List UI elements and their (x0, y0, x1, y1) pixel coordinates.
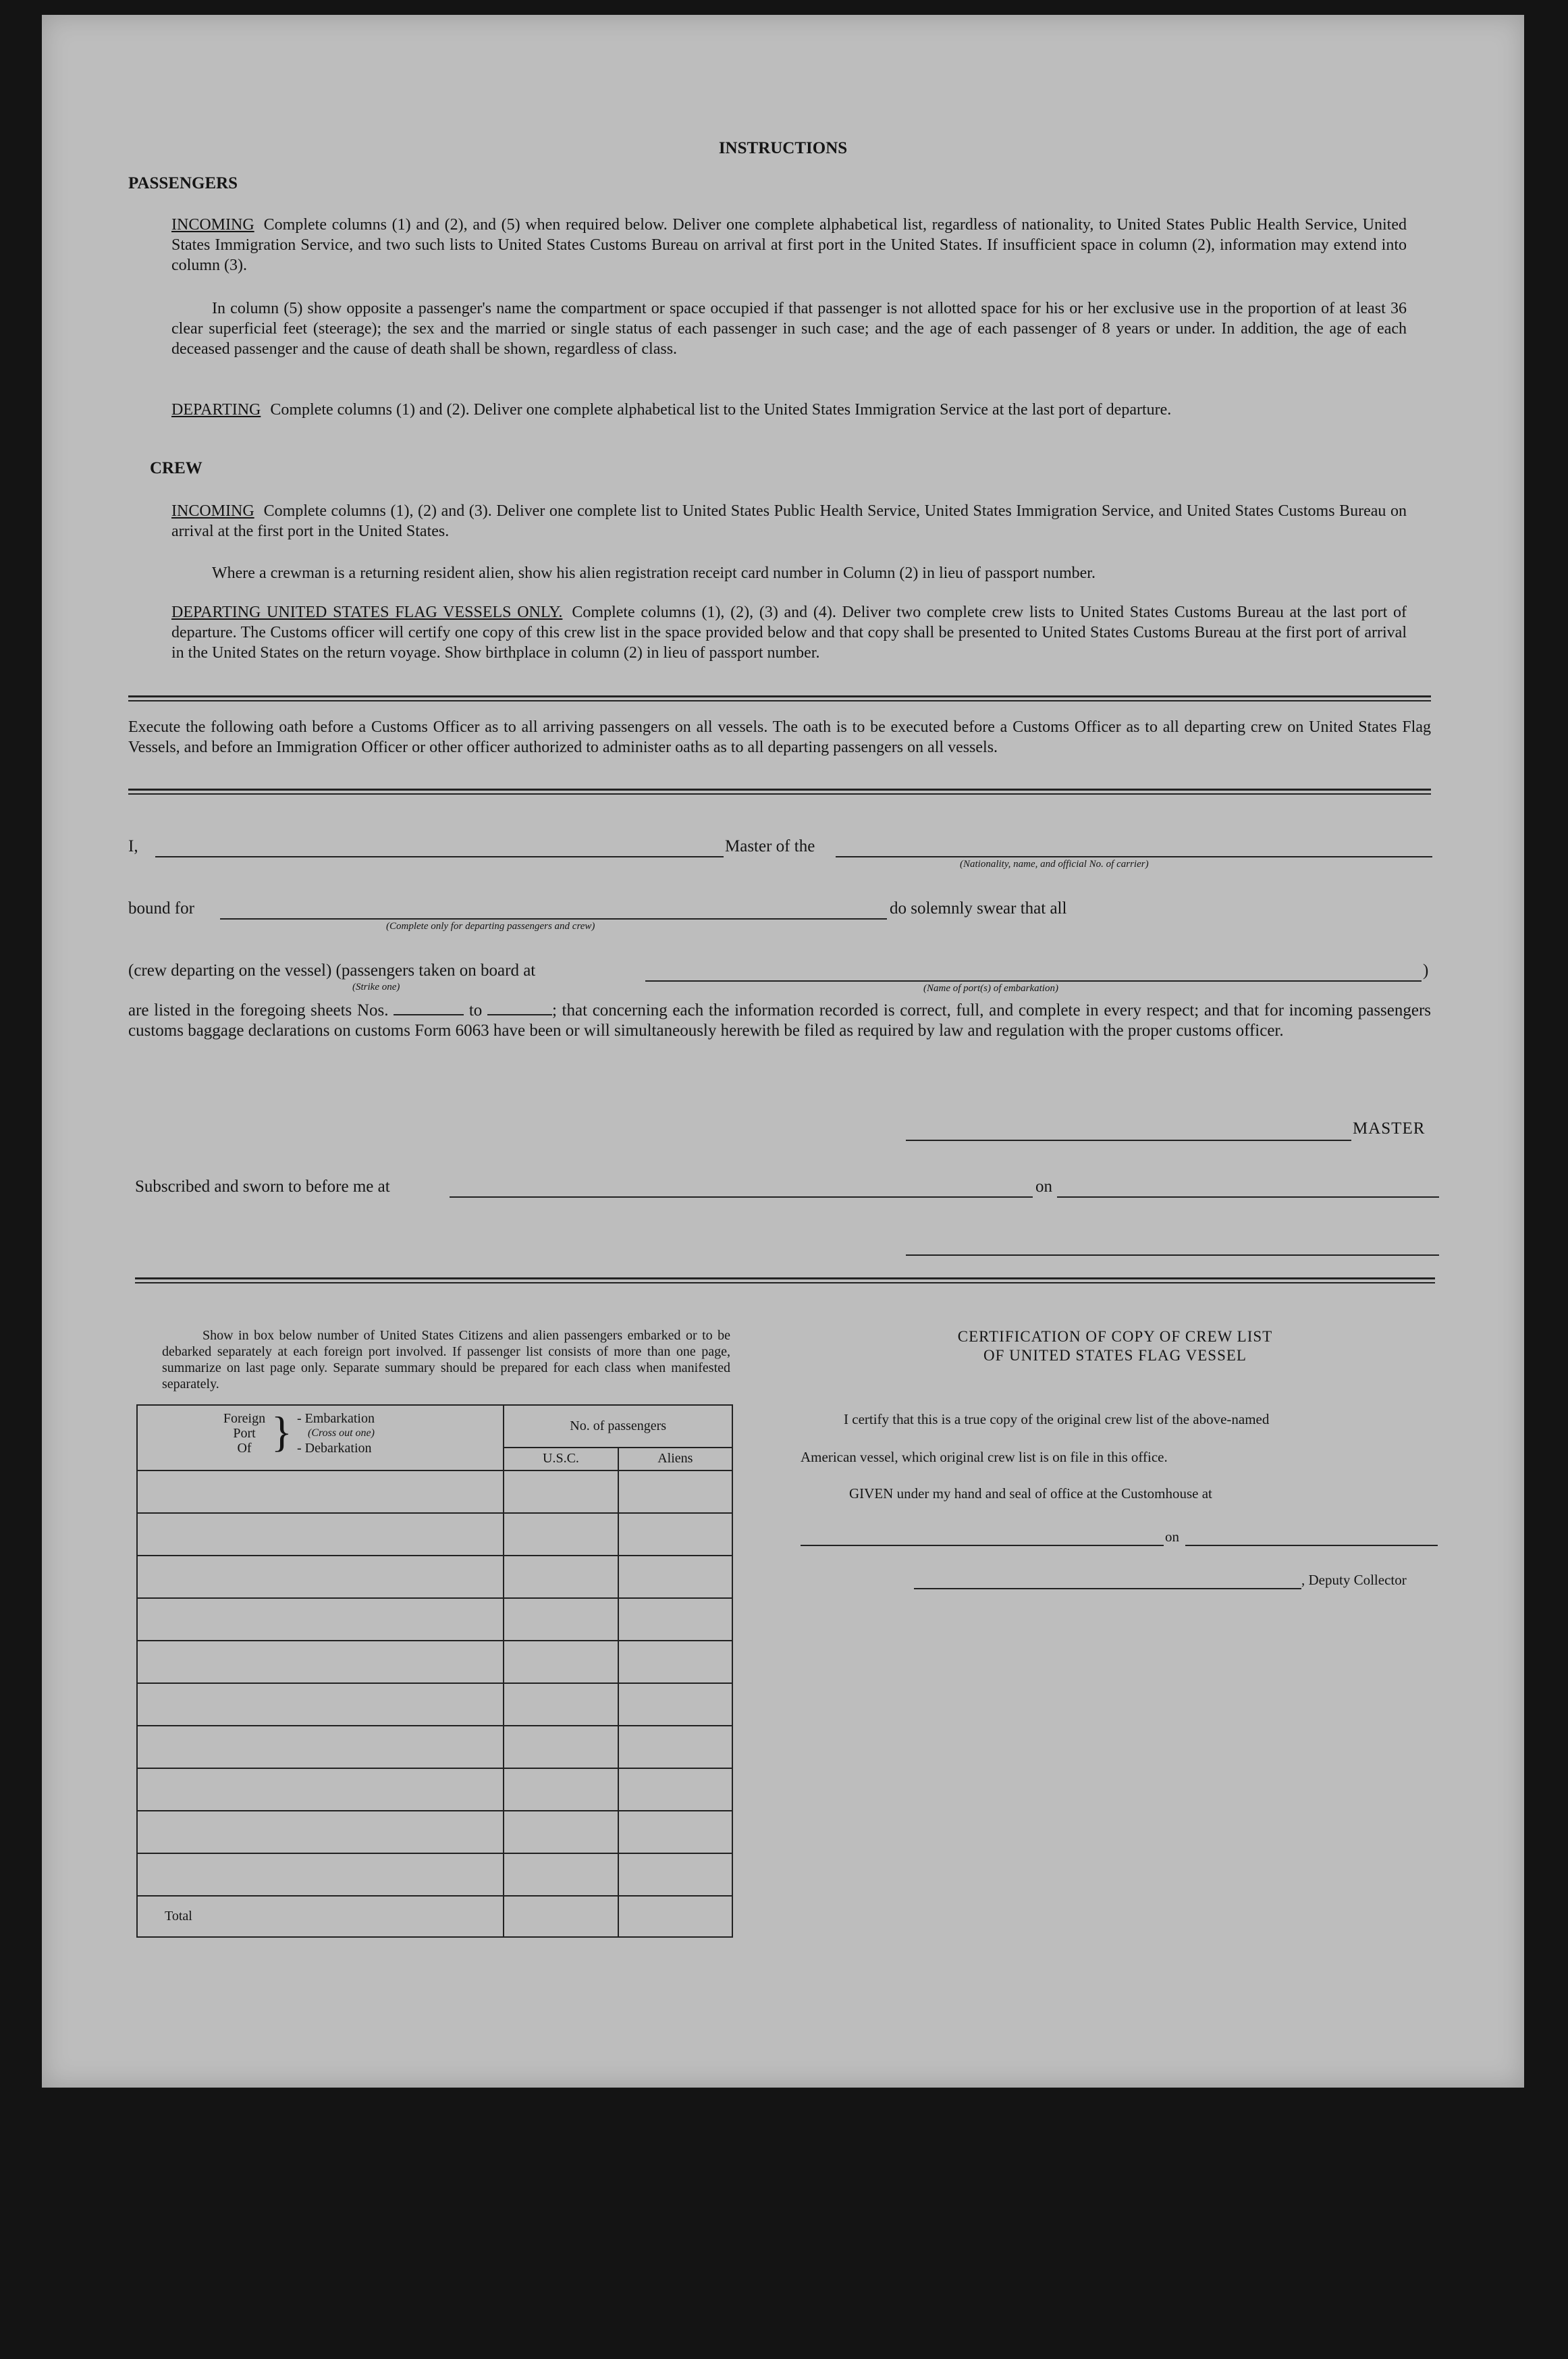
close-paren: ) (1423, 961, 1429, 980)
passengers-incoming-instruction (171, 215, 1407, 275)
passengers-departing-label: DEPARTING (171, 401, 261, 419)
aliens-cell[interactable] (618, 1556, 732, 1598)
usc-cell[interactable] (504, 1768, 618, 1811)
aliens-cell[interactable] (618, 1598, 732, 1641)
bound-for-caption: (Complete only for departing passengers and crew) (386, 921, 595, 932)
section-divider (128, 789, 1431, 795)
port-cell[interactable] (137, 1811, 504, 1853)
aliens-header: Aliens (618, 1448, 732, 1470)
crew-incoming-label: INCOMING (171, 502, 254, 520)
embarkation-ports-field[interactable] (645, 980, 1422, 982)
master-name-field[interactable] (155, 856, 724, 857)
deputy-collector-label: , Deputy Collector (1301, 1572, 1407, 1588)
crew-departing-label: (crew departing on the vessel) (passengers taken on board at (128, 961, 536, 980)
listed-text-2: ; that concerning each the information recorded is correct, full, and complete in every respect; and that for incoming passengers customs baggage declarations on customs Form 6063 have been or will simultaneously herewith be filed as required by law and regulation with the proper customs officer. (128, 1001, 1432, 1040)
aliens-cell[interactable] (618, 1768, 732, 1811)
passengers-incoming-text: Complete columns (1) and (2), and (5) when required below. Deliver one complete alphabetical list, regardless of nationality, to United States Public Health Service, United States Immigration Service, and two such lists to United States Customs Bureau on arrival at first port in the United States. If insufficient space in column (2), information may extend into column (3). (171, 216, 1407, 274)
oath-i-label: I, (128, 837, 138, 855)
usc-cell[interactable] (504, 1513, 618, 1556)
no-passengers-header: No. of passengers (504, 1405, 732, 1448)
col-of: Of (237, 1441, 252, 1456)
crew-incoming-text: Complete columns (1), (2) and (3). Deliver one complete list to United States Public Health Service, United States Immigration Service, and United States Customs Bureau on arrival at the first port in the United States. (171, 502, 1407, 540)
usc-cell[interactable] (504, 1470, 618, 1513)
document-page (42, 15, 1524, 2088)
sworn-place-field[interactable] (450, 1196, 1033, 1198)
brace-icon: } (271, 1408, 292, 1456)
crew-incoming-instruction (171, 501, 1407, 541)
master-signature-field[interactable] (906, 1140, 1351, 1141)
port-cell[interactable] (137, 1683, 504, 1726)
summary-port-header (137, 1405, 504, 1470)
flag-vessel-instruction (171, 602, 1407, 663)
flag-vessel-text: Complete columns (1), (2), (3) and (4). Deliver two complete crew lists to United States Customs Bureau at the last port of departure. The Customs officer will certify one copy of this crew list in the space provided below and that copy shall be presented to United States Customs Bureau at the first port of arrival in the United States on the return voyage. Show birthplace in column (2) in lieu of passport number. (171, 604, 1407, 662)
listed-statement (128, 1001, 1431, 1041)
sworn-on-label: on (1035, 1177, 1052, 1196)
usc-total-cell[interactable] (504, 1896, 618, 1937)
ports-caption: (Name of port(s) of embarkation) (923, 983, 1058, 994)
usc-cell[interactable] (504, 1853, 618, 1896)
summary-instructions: Show in box below number of United States Citizens and alien passengers embarked or to be debarked separately at each foreign port involved. If passenger list consists of more than one page, summarize on last page only. Separate summary should be prepared for each class when manifested separately. (162, 1328, 730, 1391)
certify-text-2: American vessel, which original crew list is on file in this office. (801, 1449, 1168, 1465)
usc-cell[interactable] (504, 1641, 618, 1683)
usc-cell[interactable] (504, 1598, 618, 1641)
port-cell[interactable] (137, 1641, 504, 1683)
sheet-to-field[interactable] (487, 1014, 552, 1015)
crew-heading: CREW (150, 459, 202, 477)
usc-cell[interactable] (504, 1556, 618, 1598)
aliens-cell[interactable] (618, 1683, 732, 1726)
section-divider (128, 695, 1431, 701)
aliens-cell[interactable] (618, 1853, 732, 1896)
swear-label: do solemnly swear that all (890, 899, 1067, 918)
usc-cell[interactable] (504, 1726, 618, 1768)
cert-on-label: on (1165, 1529, 1179, 1545)
usc-cell[interactable] (504, 1683, 618, 1726)
instructions-title: INSTRUCTIONS (718, 139, 848, 157)
certification-title (798, 1327, 1432, 1365)
total-label: Total (137, 1896, 504, 1937)
certification-title-2: OF UNITED STATES FLAG VESSEL (983, 1347, 1247, 1364)
col-debarkation: - Debarkation (297, 1441, 372, 1456)
column5-instruction: In column (5) show opposite a passenger's name the compartment or space occupied if that passenger is not allotted space for his or her exclusive use in the proportion of at least 36 clear superficial feet (steerage); the sex and the married or single status of each passenger in such case; and the age of each passenger of 8 years or under. In addition, the age of each deceased passenger and the cause of death shall be shown, regardless of class. (171, 300, 1407, 358)
sworn-date-field[interactable] (1057, 1196, 1439, 1198)
aliens-total-cell[interactable] (618, 1896, 732, 1937)
port-cell[interactable] (137, 1726, 504, 1768)
passengers-heading: PASSENGERS (128, 174, 238, 192)
crewman-instruction: Where a crewman is a returning resident alien, show his alien registration receipt card number in Column (2) in lieu of passport number. (212, 564, 1096, 582)
passengers-incoming-label: INCOMING (171, 216, 254, 234)
aliens-cell[interactable] (618, 1470, 732, 1513)
certification-title-1: CERTIFICATION OF COPY OF CREW LIST (957, 1328, 1273, 1345)
usc-header: U.S.C. (504, 1448, 618, 1470)
oath-intro: Execute the following oath before a Customs Officer as to all arriving passengers on all vessels. The oath is to be executed before a Customs Officer as to all departing crew on United States Flag Vessels, and before an Immigration Officer or other officer authorized to administer oaths as to all departing passengers on all vessels. (128, 718, 1431, 756)
carrier-caption: (Nationality, name, and official No. of carrier) (960, 859, 1149, 870)
cert-date-field[interactable] (1185, 1545, 1438, 1546)
aliens-cell[interactable] (618, 1811, 732, 1853)
port-cell[interactable] (137, 1853, 504, 1896)
aliens-cell[interactable] (618, 1641, 732, 1683)
port-cell[interactable] (137, 1513, 504, 1556)
certify-text-1: I certify that this is a true copy of the original crew list of the above-named (844, 1411, 1270, 1427)
port-cell[interactable] (137, 1768, 504, 1811)
passengers-departing-text: Complete columns (1) and (2). Deliver one complete alphabetical list to the United States Immigration Service at the last port of departure. (270, 401, 1172, 419)
col-cross-out: (Cross out one) (308, 1427, 375, 1439)
customhouse-field[interactable] (801, 1545, 1164, 1546)
given-text: GIVEN under my hand and seal of office at the Customhouse at (849, 1485, 1212, 1502)
bound-for-field[interactable] (220, 918, 887, 920)
usc-cell[interactable] (504, 1811, 618, 1853)
officer-signature-field[interactable] (906, 1254, 1439, 1256)
section-divider (135, 1277, 1435, 1283)
port-cell[interactable] (137, 1470, 504, 1513)
port-cell[interactable] (137, 1598, 504, 1641)
passengers-departing-instruction (171, 400, 1407, 420)
bound-for-label: bound for (128, 899, 194, 918)
aliens-cell[interactable] (618, 1726, 732, 1768)
deputy-signature-field[interactable] (914, 1588, 1301, 1589)
col-port: Port (233, 1426, 256, 1441)
col-foreign: Foreign (223, 1411, 266, 1426)
carrier-field[interactable] (836, 856, 1432, 857)
aliens-cell[interactable] (618, 1513, 732, 1556)
subscribed-label: Subscribed and sworn to before me at (135, 1177, 390, 1196)
strike-one-caption: (Strike one) (352, 982, 400, 992)
sheet-from-field[interactable] (394, 1014, 464, 1015)
flag-vessel-label: DEPARTING UNITED STATES FLAG VESSELS ONLY. (171, 604, 563, 621)
listed-text-1: are listed in the foregoing sheets Nos. (128, 1001, 389, 1019)
col-embarkation: - Embarkation (297, 1411, 375, 1426)
listed-to-label: to (468, 1001, 483, 1019)
master-of-label: Master of the (725, 837, 815, 855)
master-label: MASTER (1353, 1119, 1426, 1138)
passenger-summary-table (136, 1404, 733, 1938)
port-cell[interactable] (137, 1556, 504, 1598)
